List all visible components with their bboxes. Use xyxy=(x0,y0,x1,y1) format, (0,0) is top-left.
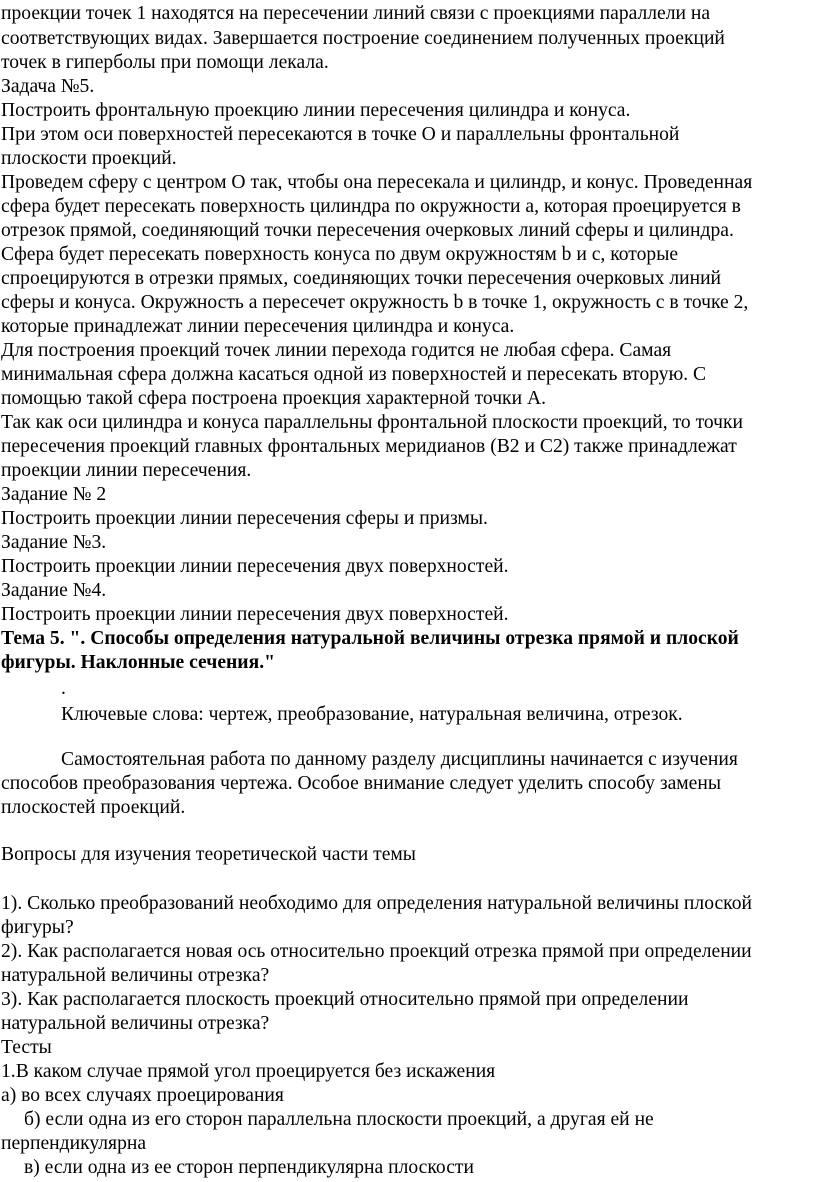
text-line: сфера будет пересекать поверхность цилиндра по окружности а, которая проецируется в xyxy=(1,196,741,217)
text-line: Построить проекции линии пересечения двух поверхностей. xyxy=(1,604,509,625)
section-heading: Тесты xyxy=(1,1037,52,1058)
text-line: соответствующих видах. Завершается построение соединением полученных проекций xyxy=(1,28,725,49)
text-line: отрезок прямой, соединяющий точки пересечения очерковых линий сферы и цилиндра. xyxy=(1,220,734,241)
text-line: сферы и конуса. Окружность а пересечет окружность b в точке 1, окружность с в точке 2, xyxy=(1,292,749,313)
section-heading: Вопросы для изучения теоретической части темы xyxy=(1,844,416,865)
task-heading: Задание № 2 xyxy=(1,484,107,505)
text-line: минимальная сфера должна касаться одной из поверхностей и пересекать вторую. С xyxy=(1,364,707,385)
question-line: натуральной величины отрезка? xyxy=(1,965,270,986)
text-line: Самостоятельная работа по данному разделу дисциплины начинается с изучения xyxy=(61,749,738,770)
test-option: перпендикулярна xyxy=(1,1133,147,1154)
text-line: . xyxy=(61,678,66,699)
test-option: в) если одна из ее сторон перпендикулярна плоскости xyxy=(24,1157,474,1178)
topic-heading: Тема 5. ". Способы определения натуральной величины отрезка прямой и плоской xyxy=(1,628,739,649)
text-line: плоскостей проекций. xyxy=(1,797,186,818)
test-question: 1.В каком случае прямой угол проецируется без искажения xyxy=(1,1061,496,1082)
text-line: Проведем сферу с центром О так, чтобы она пересекала и цилиндр, и конус. Проведенная xyxy=(1,172,753,193)
test-option: а) во всех случаях проецирования xyxy=(1,1085,284,1106)
text-line: плоскости проекций. xyxy=(1,148,177,169)
test-option: б) если одна из его сторон параллельна плоскости проекций, а другая ей не xyxy=(24,1109,654,1130)
text-line: проекции линии пересечения. xyxy=(1,460,252,481)
text-line: При этом оси поверхностей пересекаются в точке О и параллельны фронтальной xyxy=(1,124,680,145)
question-line: 2). Как располагается новая ось относительно проекций отрезка прямой при определении xyxy=(1,941,752,962)
text-line: точек в гиперболы при помощи лекала. xyxy=(1,52,329,73)
text-line: пересечения проекций главных фронтальных меридианов (В2 и С2) также принадлежат xyxy=(1,436,737,457)
topic-heading: фигуры. Наклонные сечения." xyxy=(1,652,275,673)
question-line: фигуры? xyxy=(1,917,74,938)
question-line: натуральной величины отрезка? xyxy=(1,1013,270,1034)
text-line: которые принадлежат линии пересечения цилиндра и конуса. xyxy=(1,316,515,337)
task-heading: Задание №3. xyxy=(1,532,107,553)
question-line: 3). Как располагается плоскость проекций относительно прямой при определении xyxy=(1,989,689,1010)
keywords-line: Ключевые слова: чертеж, преобразование, натуральная величина, отрезок. xyxy=(61,704,683,725)
task-heading: Задание №4. xyxy=(1,580,107,601)
text-line: Построить проекции линии пересечения двух поверхностей. xyxy=(1,556,509,577)
text-line: Сфера будет пересекать поверхность конуса по двум окружностям b и с, которые xyxy=(1,244,679,265)
text-line: спроецируются в отрезки прямых, соединяющих точки пересечения очерковых линий xyxy=(1,268,722,289)
text-line: проекции точек 1 находятся на пересечении линий связи с проекциями параллели на xyxy=(1,3,711,24)
text-line: Построить фронтальную проекцию линии пересечения цилиндра и конуса. xyxy=(1,100,631,121)
text-line: Так как оси цилиндра и конуса параллельны фронтальной плоскости проекций, то точки xyxy=(1,412,744,433)
text-line: Для построения проекций точек линии перехода годится не любая сфера. Самая xyxy=(1,340,672,361)
task-heading: Задача №5. xyxy=(1,76,95,97)
text-line: Построить проекции линии пересечения сферы и призмы. xyxy=(1,508,488,529)
text-line: помощью такой сфера построена проекция характерной точки А. xyxy=(1,388,546,409)
text-line: способов преобразования чертежа. Особое внимание следует уделить способу замены xyxy=(1,773,722,794)
question-line: 1). Сколько преобразований необходимо для определения натуральной величины плоской xyxy=(1,893,752,914)
